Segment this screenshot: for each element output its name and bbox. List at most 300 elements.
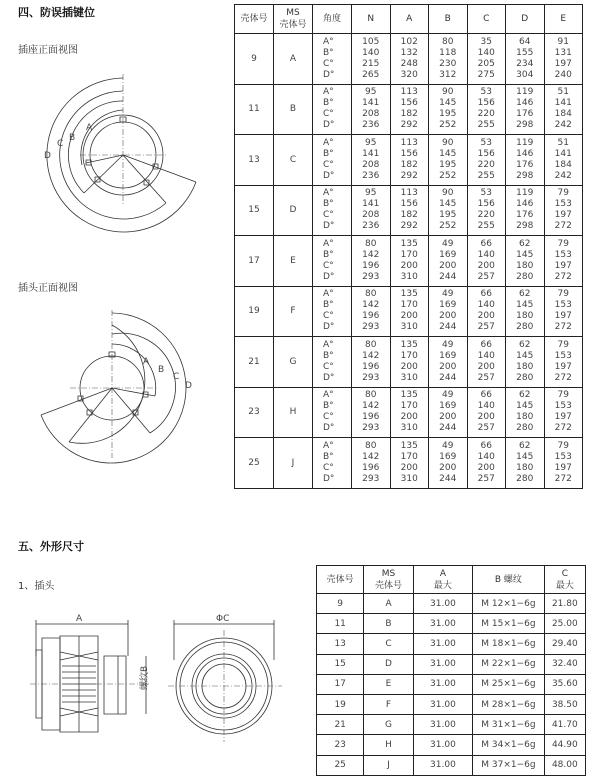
angle-value: 80 [442,36,454,47]
angle-value: 293 [362,372,380,383]
table-row [317,694,586,714]
plug-subsection-label: 1、插头 [18,581,55,592]
c-max-cell: 29.40 [544,634,585,654]
angle-value: 180 [516,462,534,473]
angle-label: D° [323,423,335,434]
angle-value: 200 [439,462,457,473]
angle-value: 293 [362,322,380,333]
angle-value: 176 [516,109,534,120]
angle-value: 80 [365,339,377,350]
angle-label: A° [323,289,334,300]
angle-value: 220 [477,109,495,120]
angle-value: 252 [439,221,457,232]
angle-values-c [467,236,506,287]
header-d: D [506,5,545,34]
angle-value: 53 [480,137,492,148]
shell-size-cell: 13 [235,135,274,186]
angle-value: 180 [516,361,534,372]
angle-values-c [467,337,506,388]
angle-value: 140 [477,401,495,412]
angle-value: 242 [554,120,572,131]
angle-values-d [506,185,545,236]
ms-shell-size-cell: G [274,337,313,388]
angle-value: 79 [557,440,569,451]
angle-value: 146 [516,148,534,159]
angle-label: A° [323,238,334,249]
angle-value: 197 [554,58,572,69]
angle-value: 265 [362,69,380,80]
angle-value: 66 [480,390,492,401]
thread-cell: M 15×1−6g [473,614,545,634]
angle-value: 169 [439,300,457,311]
dimension-label-a: A [76,614,83,624]
receptacle-view-label: 插座正面视图 [18,45,78,56]
angle-label: C° [323,361,334,372]
arc-b [68,101,123,193]
angle-value: 240 [554,69,572,80]
header-e: E [544,5,583,34]
ms-shell-size-cell: H [364,735,413,755]
ms-shell-size-cell: E [364,674,413,694]
arc-label-b: B [158,365,165,375]
angle-value: 195 [439,159,457,170]
angle-value: 90 [442,137,454,148]
a-max-cell: 31.00 [413,715,472,735]
angle-values-c [467,438,506,489]
angle-value: 230 [439,58,457,69]
dimension-label-diameter-c: ΦC [216,614,230,624]
angle-value: 272 [554,372,572,383]
angle-values-n [352,387,391,438]
c-max-cell: 41.70 [544,715,585,735]
angle-value: 35 [480,36,492,47]
angle-value: 170 [400,350,418,361]
angle-values-e [544,286,583,337]
shell-size-cell: 25 [317,755,364,775]
c-max-cell: 38.50 [544,694,585,714]
angle-value: 131 [554,47,572,58]
angle-values-b [429,236,468,287]
table-row [235,286,583,337]
angle-value: 153 [554,350,572,361]
angle-value: 244 [439,473,457,484]
angle-value: 113 [400,87,418,98]
header-b-thread: B 螺纹 [473,566,545,594]
angle-labels-cell [313,84,352,135]
ms-shell-size-cell: J [364,755,413,775]
angle-label: A° [323,440,334,451]
angle-value: 200 [400,361,418,372]
angle-label: D° [323,473,335,484]
angle-value: 257 [477,473,495,484]
angle-value: 298 [516,221,534,232]
angle-value: 184 [554,109,572,120]
ms-shell-size-cell: F [364,694,413,714]
angle-values-d [506,236,545,287]
angle-value: 272 [554,473,572,484]
angle-value: 169 [439,350,457,361]
angle-value: 80 [365,440,377,451]
angle-value: 135 [400,339,418,350]
ms-shell-size-cell: B [364,614,413,634]
angle-label: A° [323,390,334,401]
angle-value: 200 [400,412,418,423]
angle-values-a [390,185,429,236]
table-row [235,185,583,236]
angle-value: 248 [400,58,418,69]
angle-value: 208 [362,159,380,170]
ms-shell-size-cell: B [274,84,313,135]
ms-shell-size-cell: A [364,594,413,614]
angle-label: D° [323,322,335,333]
shell-size-cell: 15 [317,654,364,674]
angle-value: 79 [557,289,569,300]
angle-value: 145 [516,401,534,412]
angle-value: 310 [400,372,418,383]
c-max-cell: 48.00 [544,755,585,775]
arc-label-a: A [143,357,150,367]
angle-value: 119 [516,137,534,148]
angle-value: 257 [477,372,495,383]
table-header-row [235,5,583,34]
angle-value: 242 [554,170,572,181]
angle-values-n [352,185,391,236]
angle-label: B° [323,47,334,58]
angle-values-d [506,438,545,489]
angle-value: 66 [480,339,492,350]
angle-value: 200 [477,311,495,322]
angle-value: 135 [400,238,418,249]
angle-value: 292 [400,221,418,232]
angle-labels-cell [313,286,352,337]
angle-value: 142 [362,300,380,311]
angle-value: 200 [400,462,418,473]
angle-values-a [390,387,429,438]
angle-value: 275 [477,69,495,80]
a-max-cell: 31.00 [413,735,472,755]
angle-label: D° [323,271,335,282]
a-max-cell: 31.00 [413,674,472,694]
angle-value: 280 [516,473,534,484]
angle-value: 113 [400,188,418,199]
angle-label: A° [323,188,334,199]
angle-value: 145 [516,350,534,361]
angle-values-c [467,286,506,337]
angle-value: 119 [516,188,534,199]
angle-value: 49 [442,339,454,350]
angle-value: 184 [554,159,572,170]
angle-values-a [390,236,429,287]
a-max-cell: 31.00 [413,634,472,654]
angle-value: 310 [400,271,418,282]
threaded-front [104,656,126,714]
angle-value: 49 [442,390,454,401]
shell-size-cell: 9 [317,594,364,614]
shell-size-cell: 17 [235,236,274,287]
angle-value: 140 [477,249,495,260]
angle-values-b [429,135,468,186]
table-row [317,634,586,654]
angle-values-b [429,84,468,135]
angle-value: 156 [477,98,495,109]
angle-value: 79 [557,188,569,199]
thread-cell: M 28×1−6g [473,694,545,714]
angle-label: C° [323,311,334,322]
header-b: B [429,5,468,34]
table-row [235,387,583,438]
angle-value: 145 [439,148,457,159]
angle-values-d [506,387,545,438]
angle-value: 180 [516,311,534,322]
angle-value: 196 [362,412,380,423]
angle-value: 197 [554,210,572,221]
angle-value: 293 [362,473,380,484]
angle-label: C° [323,412,334,423]
angle-value: 153 [554,249,572,260]
angle-values-e [544,387,583,438]
angle-label: C° [323,210,334,221]
angle-value: 145 [439,199,457,210]
angle-value: 310 [400,322,418,333]
angle-values-a [390,286,429,337]
angle-value: 257 [477,322,495,333]
angle-value: 200 [400,260,418,271]
angle-label: D° [323,69,335,80]
angle-value: 180 [516,412,534,423]
arc-label-d: D [185,381,192,391]
angle-values-n [352,438,391,489]
angle-value: 215 [362,58,380,69]
angle-value: 49 [442,440,454,451]
table-row [317,614,586,634]
shell-size-cell: 17 [317,674,364,694]
angle-value: 156 [400,148,418,159]
angle-values-b [429,34,468,85]
angle-value: 95 [365,87,377,98]
arc-label-d: D [44,151,51,161]
angle-value: 140 [477,300,495,311]
angle-value: 320 [400,69,418,80]
angle-label: B° [323,451,334,462]
angle-label: D° [323,120,335,131]
table-row [235,337,583,388]
angle-values-n [352,286,391,337]
thread-cell: M 34×1−6g [473,735,545,755]
angle-value: 197 [554,412,572,423]
angle-values-n [352,84,391,135]
a-max-cell: 31.00 [413,614,472,634]
angle-value: 312 [439,69,457,80]
keying-angle-table [234,4,583,489]
angle-value: 272 [554,322,572,333]
angle-value: 118 [439,47,457,58]
angle-value: 156 [477,148,495,159]
angle-value: 145 [516,300,534,311]
angle-labels-cell [313,387,352,438]
angle-value: 292 [400,170,418,181]
a-max-cell: 31.00 [413,654,472,674]
angle-value: 234 [516,58,534,69]
angle-value: 53 [480,188,492,199]
shell-size-cell: 9 [235,34,274,85]
angle-value: 244 [439,322,457,333]
angle-value: 208 [362,109,380,120]
ms-shell-size-cell: G [364,715,413,735]
angle-value: 53 [480,87,492,98]
plug-view-label: 插头正面视图 [18,283,78,294]
angle-value: 156 [400,98,418,109]
angle-value: 51 [557,87,569,98]
header-a-max: A 最大 [413,566,472,594]
angle-values-c [467,34,506,85]
angle-value: 244 [439,271,457,282]
angle-value: 156 [400,199,418,210]
angle-label: B° [323,98,334,109]
angle-value: 293 [362,423,380,434]
angle-values-c [467,84,506,135]
angle-value: 170 [400,401,418,412]
angle-value: 176 [516,210,534,221]
angle-labels-cell [313,337,352,388]
header-shell-size: 壳体号 [235,5,274,34]
angle-value: 208 [362,210,380,221]
angle-value: 142 [362,350,380,361]
header-ms-shell-size: MS 壳体号 [364,566,413,594]
angle-value: 272 [554,271,572,282]
angle-label: B° [323,300,334,311]
angle-value: 169 [439,401,457,412]
c-max-cell: 25.00 [544,614,585,634]
angle-value: 153 [554,451,572,462]
angle-value: 113 [400,137,418,148]
angle-value: 145 [516,451,534,462]
shell-size-cell: 15 [235,185,274,236]
receptacle-front-view-diagram [0,60,230,260]
table-header-row [317,566,586,594]
angle-value: 140 [477,47,495,58]
shell-size-cell: 23 [317,735,364,755]
angle-values-n [352,236,391,287]
angle-value: 62 [519,339,531,350]
angle-value: 102 [400,36,418,47]
angle-value: 205 [477,58,495,69]
thread-cell: M 18×1−6g [473,634,545,654]
angle-label: D° [323,372,335,383]
angle-value: 155 [516,47,534,58]
angle-label: D° [323,170,335,181]
arc-label-a: A [86,123,93,133]
angle-value: 141 [554,148,572,159]
header-shell-size: 壳体号 [317,566,364,594]
angle-value: 272 [554,221,572,232]
angle-value: 153 [554,300,572,311]
angle-values-a [390,337,429,388]
table-row [317,654,586,674]
angle-values-b [429,387,468,438]
angle-value: 280 [516,271,534,282]
angle-values-b [429,185,468,236]
angle-value: 140 [477,350,495,361]
angle-value: 182 [400,159,418,170]
thread-cell: M 25×1−6g [473,674,545,694]
shell-size-cell: 19 [317,694,364,714]
angle-value: 140 [362,47,380,58]
angle-value: 79 [557,339,569,350]
angle-value: 170 [400,300,418,311]
header-ms-shell-size: MS 壳体号 [274,5,313,34]
table-row [235,84,583,135]
angle-value: 200 [477,462,495,473]
angle-labels-cell [313,438,352,489]
angle-value: 105 [362,36,380,47]
angle-value: 49 [442,289,454,300]
angle-labels-cell [313,236,352,287]
angle-value: 195 [439,109,457,120]
thread-cell: M 37×1−6g [473,755,545,775]
section-4-title: 四、防误插键位 [18,6,95,19]
angle-value: 156 [477,199,495,210]
shell-size-cell: 19 [235,286,274,337]
angle-value: 135 [400,289,418,300]
outline-dimensions-table [316,565,586,776]
angle-value: 153 [554,199,572,210]
ms-shell-size-cell: C [274,135,313,186]
angle-value: 252 [439,120,457,131]
angle-value: 220 [477,159,495,170]
angle-values-c [467,185,506,236]
angle-values-n [352,337,391,388]
angle-value: 255 [477,120,495,131]
angle-value: 200 [439,412,457,423]
table-row [235,34,583,85]
angle-values-a [390,34,429,85]
angle-label: C° [323,462,334,473]
thread-cell: M 31×1−6g [473,715,545,735]
ms-shell-size-cell: E [274,236,313,287]
angle-value: 200 [477,260,495,271]
angle-value: 169 [439,451,457,462]
angle-value: 141 [362,98,380,109]
angle-value: 66 [480,238,492,249]
angle-values-d [506,135,545,186]
angle-value: 244 [439,423,457,434]
header-a: A [390,5,429,34]
angle-value: 310 [400,473,418,484]
angle-value: 170 [400,249,418,260]
angle-value: 196 [362,361,380,372]
angle-value: 182 [400,210,418,221]
angle-values-e [544,438,583,489]
angle-value: 141 [554,98,572,109]
angle-value: 132 [400,47,418,58]
angle-value: 135 [400,440,418,451]
header-c-max: C 最大 [544,566,585,594]
angle-value: 252 [439,170,457,181]
angle-value: 62 [519,238,531,249]
shell-size-cell: 21 [235,337,274,388]
angle-value: 244 [439,372,457,383]
table-row [317,674,586,694]
angle-value: 146 [516,199,534,210]
angle-value: 79 [557,390,569,401]
angle-values-e [544,236,583,287]
plug-side-view-diagram [0,600,160,760]
angle-labels-cell [313,185,352,236]
angle-value: 200 [477,361,495,372]
angle-value: 182 [400,109,418,120]
angle-value: 170 [400,451,418,462]
angle-value: 79 [557,238,569,249]
